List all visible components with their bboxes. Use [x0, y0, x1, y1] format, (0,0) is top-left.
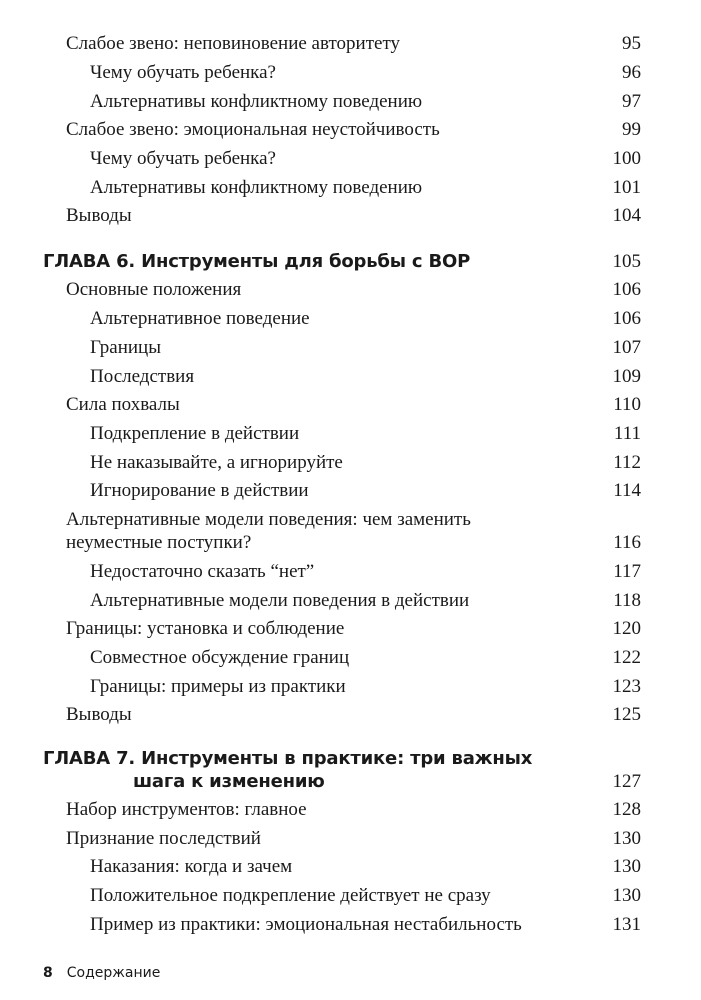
toc-entry-page: 99: [622, 119, 641, 140]
toc-entry-page: 130: [612, 856, 641, 877]
chapter-page: 105: [612, 251, 641, 272]
chapter-heading-line-2: шага к изменению: [133, 771, 325, 792]
toc-entry-page: 130: [612, 828, 641, 849]
toc-entry-title: Выводы: [66, 205, 132, 226]
toc-entry-title: Слабое звено: эмоциональная неустойчивость: [66, 119, 440, 140]
chapter-heading: ГЛАВА 6. Инструменты для борьбы с ВОР: [43, 251, 471, 272]
toc-entry-title: Признание последствий: [66, 828, 261, 849]
toc-subentry-title: Чему обучать ребенка?: [90, 62, 276, 83]
toc-entry-page: 131: [612, 914, 641, 935]
toc-subentry-title: Альтернативные модели поведения в действии: [90, 590, 470, 611]
toc-entry-page: 101: [612, 177, 641, 198]
toc-subentry-title: Альтернативное поведение: [90, 308, 310, 329]
toc-subentry-title: Игнорирование в действии: [90, 480, 309, 501]
toc-entry-title: Сила похвалы: [66, 394, 180, 415]
toc-subentry-title: Границы: [90, 337, 161, 358]
toc-entry-page: 95: [622, 33, 641, 54]
toc-subentry-title: Не наказывайте, а игнорируйте: [90, 452, 343, 473]
toc-subentry-title: Альтернативы конфликтному поведению: [90, 91, 423, 112]
toc-entry-title: Основные положения: [66, 279, 242, 300]
toc-subentry-title: Наказания: когда и зачем: [90, 856, 293, 877]
toc-entry-page: 112: [613, 452, 641, 473]
toc-subentry-title: Пример из практики: эмоциональная нестабильность: [90, 914, 522, 935]
toc-subentry-title: Совместное обсуждение границ: [90, 647, 350, 668]
chapter-heading-line-1: ГЛАВА 7. Инструменты в практике: три важных: [43, 748, 533, 769]
toc-entry-page: 104: [612, 205, 641, 226]
toc-entry-page: 100: [612, 148, 641, 169]
toc-subentry-title: Альтернативы конфликтному поведению: [90, 177, 423, 198]
chapter-page: 127: [612, 771, 641, 792]
footer-running-head: Содержание: [66, 965, 161, 981]
page-footer: [43, 963, 160, 983]
toc-entry-page: 123: [612, 676, 641, 697]
toc-entry-page: 114: [613, 480, 641, 501]
toc-entry-page: 116: [613, 532, 641, 553]
toc-entry-title: Набор инструментов: главное: [66, 799, 307, 820]
toc-entry-title: Слабое звено: неповиновение авторитету: [66, 33, 400, 54]
toc-entry-title: Выводы: [66, 704, 132, 725]
toc-entry-page: 120: [612, 618, 641, 639]
toc-entry-title-line-2: неуместные поступки?: [66, 532, 252, 553]
toc-entry-title-line-1: Альтернативные модели поведения: чем заменить: [66, 509, 471, 530]
toc-subentry-title: Недостаточно сказать “нет”: [90, 561, 315, 582]
toc-entry-page: 118: [613, 590, 641, 611]
toc-entry-page: 106: [612, 279, 641, 300]
footer-page-number: 8: [43, 965, 53, 981]
toc-entry-page: 125: [612, 704, 641, 725]
toc-subentry-title: Подкрепление в действии: [90, 423, 300, 444]
toc-entry-page: 128: [612, 799, 641, 820]
toc-subentry-title: Чему обучать ребенка?: [90, 148, 276, 169]
toc-entry-page: 96: [622, 62, 641, 83]
toc-entry-page: 106: [612, 308, 641, 329]
toc-entry-page: 110: [613, 394, 641, 415]
toc-entry-title: Границы: установка и соблюдение: [66, 618, 345, 639]
toc-entry-page: 117: [613, 561, 641, 582]
toc-subentry-title: Положительное подкрепление действует не сразу: [90, 885, 491, 906]
toc-entry-page: 122: [612, 647, 641, 668]
toc-entry-page: 97: [622, 91, 641, 112]
toc-entry-page: 109: [612, 366, 641, 387]
toc-entry-page: 111: [613, 423, 641, 444]
toc-subentry-title: Границы: примеры из практики: [90, 676, 346, 697]
toc-entry-page: 130: [612, 885, 641, 906]
toc-subentry-title: Последствия: [90, 366, 195, 387]
toc-entry-page: 107: [612, 337, 641, 358]
